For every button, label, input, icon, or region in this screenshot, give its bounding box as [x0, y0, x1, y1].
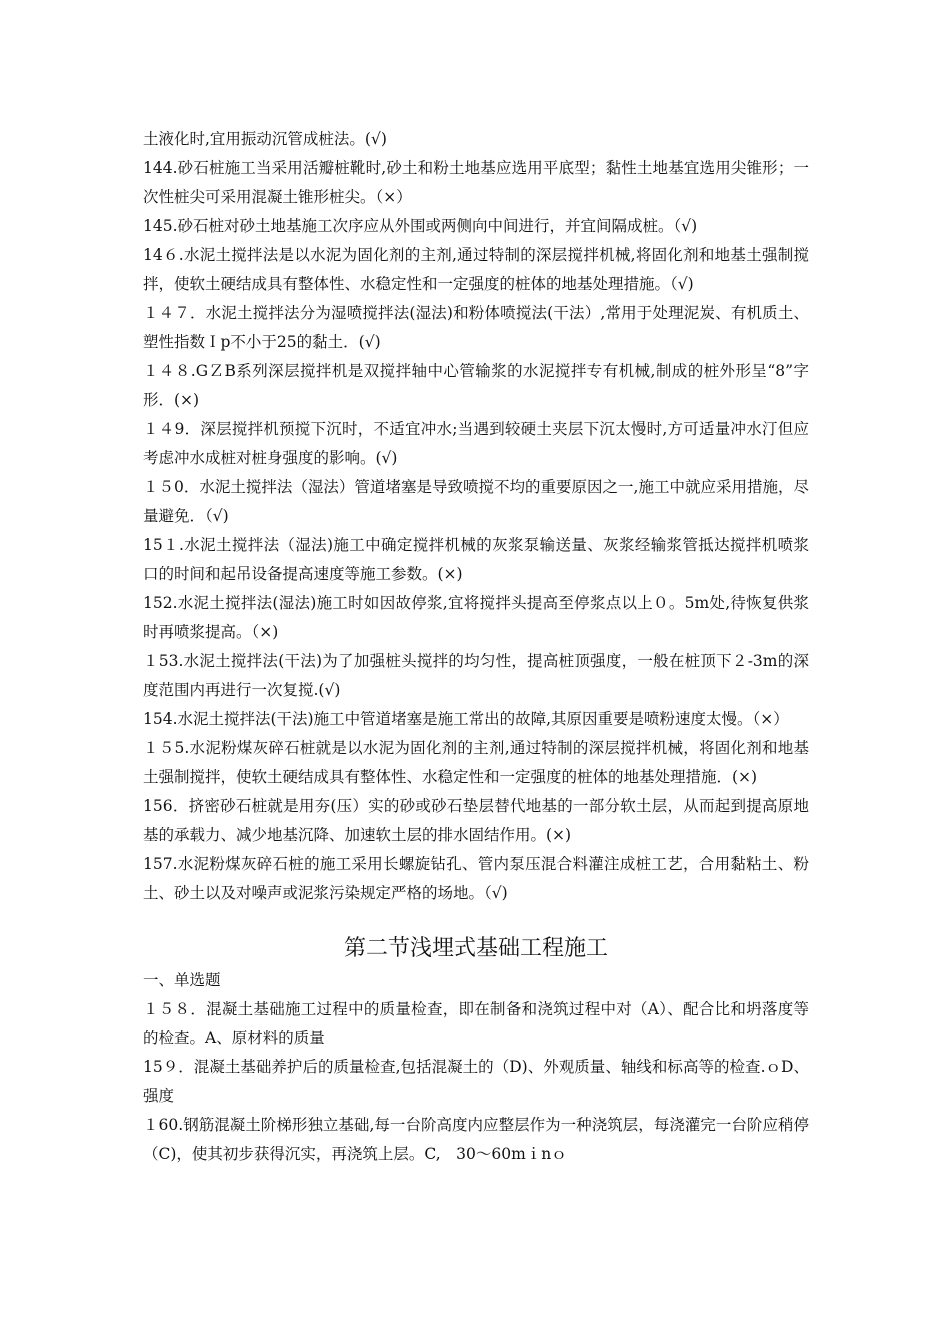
question-list-bottom [143, 995, 809, 1169]
question-paragraph: 156．挤密砂石桩就是用夯(压）实的砂或砂石垫层替代地基的一部分软土层，从而起到提高原地基的承载力、减少地基沉降、加速软土层的排水固结作用。(×) [143, 797, 809, 844]
question-list-top [143, 125, 809, 908]
question-paragraph: １60.钢筋混凝土阶梯形独立基础,每一台阶高度内应整层作为一种浇筑层，每浇灌完一台阶应稍停（C)，使其初步获得沉实，再浇筑上层。C, 30～60mｉnｏ [143, 1116, 809, 1163]
question-paragraph: １５0．水泥土搅拌法（湿法）管道堵塞是导致喷搅不均的重要原因之一,施工中就应采用措施，尽量避免．（√) [143, 478, 809, 525]
subheading: 一、单选题 [143, 971, 221, 989]
question-paragraph: １４9．深层搅拌机预搅下沉时，不适宜冲水;当遇到较硬土夹层下沉太慢时,方可适量冲水汀但应考虑冲水成桩对桩身强度的影响。(√) [143, 420, 809, 467]
question-paragraph: １４８.GＺB系列深层搅拌机是双搅拌轴中心管输浆的水泥搅拌专有机械,制成的桩外形呈“8”字形．(×) [143, 362, 809, 409]
section-title: 第二节浅埋式基础工程施工 [343, 936, 608, 961]
question-paragraph: 145.砂石桩对砂土地基施工次序应从外围或两侧向中间进行，并宜间隔成桩。（√) [143, 217, 698, 235]
question-paragraph: １５８．混凝土基础施工过程中的质量检查，即在制备和浇筑过程中对（A）、配合比和坍落度等的检查。A、原材料的质量 [143, 1000, 809, 1047]
document-page [143, 125, 809, 1169]
question-paragraph: 154.水泥土搅拌法(干法)施工中管道堵塞是施工常出的故障,其原因重要是喷粉速度太慢。（×） [143, 710, 789, 728]
question-paragraph: 157.水泥粉煤灰碎石桩的施工采用长螺旋钻孔、管内泵压混合料灌注成桩工艺，合用黏粘土、粉土、砂土以及对噪声或泥浆污染规定严格的场地。（√) [143, 855, 809, 902]
question-paragraph: 15９．混凝土基础养护后的质量检查,包括混凝土的（D)、外观质量、轴线和标高等的检查.ｏD、强度 [143, 1058, 809, 1105]
question-paragraph: 144.砂石桩施工当采用活瓣桩靴时,砂土和粉土地基应选用平底型；黏性土地基宜选用尖锥形；一次性桩尖可采用混凝土锥形桩尖。（×） [143, 159, 809, 206]
question-paragraph: 152.水泥土搅拌法(湿法)施工时如因故停浆,宜将搅拌头提高至停浆点以上０。5m处,待恢复供浆时再喷浆提高。（×) [143, 594, 809, 641]
question-paragraph: 土液化时,宜用振动沉管成桩法。(√) [143, 130, 387, 148]
question-paragraph: １４７．水泥土搅拌法分为湿喷搅拌法(湿法)和粉体喷搅法(干法）,常用于处理泥炭、有机质土、塑性指数Ｉp不小于25的黏土．(√) [143, 304, 809, 351]
question-paragraph: １５5.水泥粉煤灰碎石桩就是以水泥为固化剂的主剂,通过特制的深层搅拌机械，将固化剂和地基土强制搅拌，使软土硬结成具有整体性、水稳定性和一定强度的桩体的地基处理措施．(×) [143, 739, 809, 786]
question-paragraph: 15１.水泥土搅拌法（湿法)施工中确定搅拌机械的灰浆泵输送量、灰浆经输浆管抵达搅拌机喷浆口的时间和起吊设备提高速度等施工参数。(×) [143, 536, 809, 583]
question-paragraph: １53.水泥土搅拌法(干法)为了加强桩头搅拌的均匀性，提高桩顶强度，一般在桩顶下２-3m的深度范围内再进行一次复搅.(√) [143, 652, 809, 699]
question-paragraph: 14６.水泥土搅拌法是以水泥为固化剂的主剂,通过特制的深层搅拌机械,将固化剂和地基土强制搅拌，使软土硬结成具有整体性、水稳定性和一定强度的桩体的地基处理措施。（√) [143, 246, 809, 293]
